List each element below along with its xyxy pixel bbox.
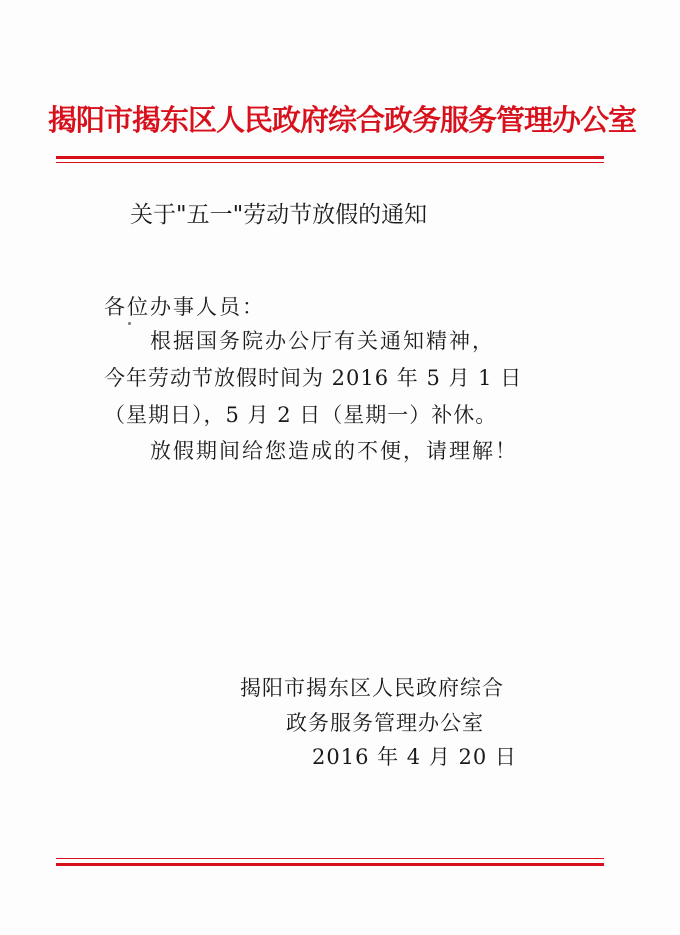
bottom-red-rule-thick (56, 863, 604, 866)
signature-org-line-2: 政务服务管理办公室 (286, 711, 484, 735)
body-paragraph-line-4: 放假期间给您造成的不便，请理解！ (150, 439, 518, 463)
signature-date: 2016 年 4 月 20 日 (312, 745, 517, 769)
signature-org-line-1: 揭阳市揭东区人民政府综合 (240, 676, 504, 700)
scan-speck (128, 322, 131, 325)
top-red-rule-thin (56, 162, 604, 163)
letterhead-title: 揭阳市揭东区人民政府综合政务服务管理办公室 (48, 103, 637, 137)
body-paragraph-line-3: （星期日），5 月 2 日（星期一）补休。 (104, 403, 498, 427)
notice-title: 关于"五一"劳动节放假的通知 (130, 202, 428, 228)
body-paragraph-line-2: 今年劳动节放假时间为 2016 年 5 月 1 日 (104, 366, 523, 390)
body-paragraph-line-1: 根据国务院办公厅有关通知精神， (150, 329, 495, 353)
salutation: 各位办事人员： (104, 295, 265, 319)
bottom-red-rule-thin (56, 858, 604, 859)
top-red-rule-thick (56, 156, 604, 159)
